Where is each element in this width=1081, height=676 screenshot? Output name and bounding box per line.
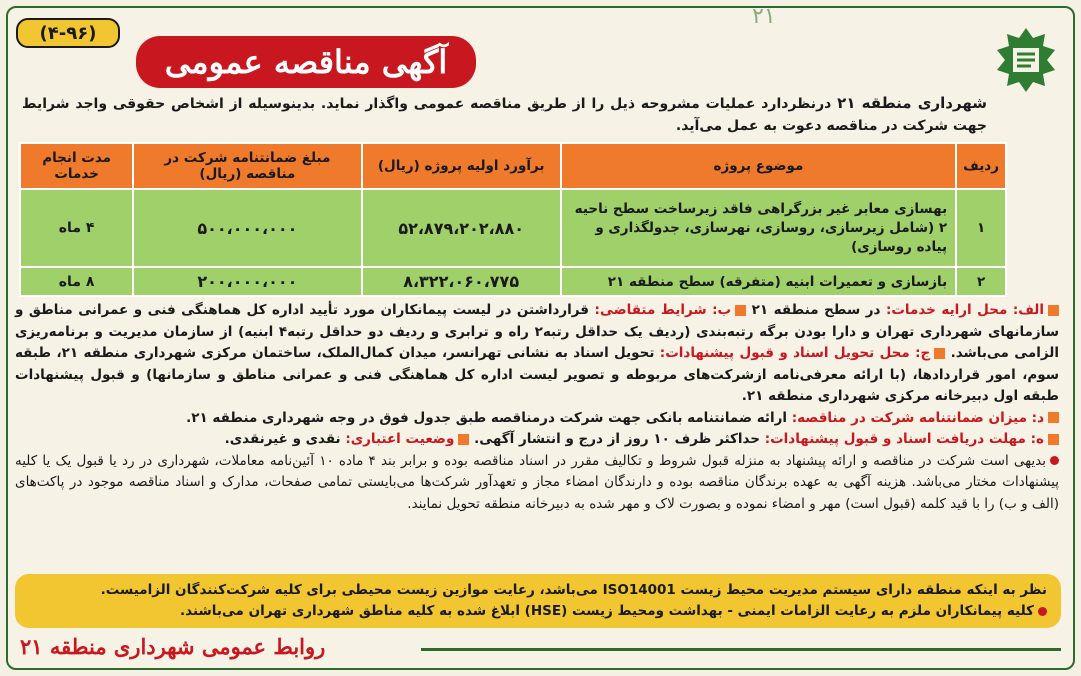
title-banner bbox=[136, 36, 476, 88]
municipality-logo-icon bbox=[993, 24, 1059, 96]
notice-line-2: کلیه پیمانکاران ملزم به رعایت الزامات ایمنی - بهداشت ومحیط زیست (HSE) ابلاغ شده به کلیه مناطق شهرداری تهران می‌باشند. bbox=[180, 603, 1034, 619]
cell-guarantee: ۲۰۰،۰۰۰،۰۰۰ bbox=[133, 267, 361, 296]
bullet-square-icon bbox=[934, 348, 945, 359]
org-name: شهرداری منطقه ۲۱ bbox=[837, 94, 987, 112]
cell-estimate: ۵۲،۸۷۹،۲۰۲،۸۸۰ bbox=[362, 189, 561, 267]
header-guarantee: مبلغ ضمانتنامه شرکت در مناقصه (ریال) bbox=[133, 143, 361, 189]
section-f-text: نقدی و غیرنقدی. bbox=[224, 431, 341, 447]
intro-text: درنظردارد عملیات مشروحه ذیل را از طریق مناقصه عمومی واگذار نماید. بدینوسیله از اشخاص حقوقی واجد شرایط جهت شرکت در مناقصه دعوت به عمل می‌آید. bbox=[22, 96, 987, 134]
table-row bbox=[20, 267, 1006, 296]
cell-guarantee: ۵۰۰،۰۰۰،۰۰۰ bbox=[133, 189, 361, 267]
section-b-text: قرارداشتن در لیست پیمانکاران مورد تأیید اداره کل هماهنگی فنی و عمرانی مناطق و سازمانهای شهرداری تهران و دارا بودن برگه رتبه‌بندی (ردیف یک حداقل رتبه۲ راه و ترابری و ردیف دو حداقل رتبه۴ ابنیه) از سازمان مدیریت و برنامه‌ریزی الزامی می‌باشد. bbox=[15, 302, 1060, 361]
section-e-label: ه: مهلت دریافت اسناد و قبول پیشنهادات: bbox=[764, 431, 1044, 447]
cell-duration: ۴ ماه bbox=[20, 189, 133, 267]
bullet-square-icon bbox=[1048, 412, 1059, 423]
bullet-square-icon bbox=[735, 305, 746, 316]
section-b-label: ب: شرایط متقاضی: bbox=[594, 302, 732, 318]
table-row bbox=[20, 189, 1006, 267]
cell-row-no: ۱ bbox=[956, 189, 1006, 267]
section-c-label: ج: محل تحویل اسناد و قبول پیشنهادات: bbox=[659, 345, 931, 361]
environment-notice bbox=[15, 574, 1061, 628]
bullet-square-icon bbox=[1048, 434, 1059, 445]
page-title: آگهی مناقصه عمومی bbox=[164, 43, 448, 81]
ad-code-badge: (۴-۹۶) bbox=[16, 18, 120, 48]
cell-estimate: ۸،۳۲۲،۰۶۰،۷۷۵ bbox=[362, 267, 561, 296]
bullet-square-icon bbox=[458, 434, 469, 445]
cell-row-no: ۲ bbox=[956, 267, 1006, 296]
advertisement-frame bbox=[6, 6, 1075, 670]
section-e-text: حداکثر ظرف ۱۰ روز از درج و انتشار آگهی. bbox=[474, 431, 761, 447]
header-subject: موضوع پروژه bbox=[561, 143, 956, 189]
tender-conditions bbox=[15, 300, 1059, 515]
section-a-text: در سطح منطقه ۲۱ bbox=[751, 302, 881, 318]
footer-public-relations: روابط عمومی شهرداری منطقه ۲۱ bbox=[20, 634, 326, 659]
section-d-text: ارائه ضمانتنامه بانکی جهت شرکت درمناقصه طبق جدول فوق در وجه شهرداری منطقه ۲۱. bbox=[186, 409, 787, 426]
section-c-text: تحویل اسناد به نشانی تهرانسر، میدان کمال‌الملک، ساختمان مرکزی شهرداری منطقه ۲۱، طبقه سوم، امور قراردادها، (با ارائه معرفی‌نامه ازشرکت‌های مربوطه و تصویر لیست اداره کل هماهنگی فنی و عمرانی مناطق و سازمانها) و قبول پیشنهادات طبقه اول دبیرخانه مرکزی شهرداری منطقه ۲۱. bbox=[15, 345, 1059, 404]
cell-duration: ۸ ماه bbox=[20, 267, 133, 296]
cell-subject: بهسازی معابر غیر بزرگراهی فاقد زیرساخت سطح ناحیه ۲ (شامل زیرسازی، روسازی، نهرسازی، جدولگذاری و پیاده روسازی) bbox=[561, 189, 956, 267]
header-row-no: ردیف bbox=[956, 143, 1006, 189]
general-notes: بدیهی است شرکت در مناقصه و ارائه پیشنهاد به منزله قبول شروط و تکالیف مقرر در اسناد مناقصه بوده و برابر بند ۴ ماده ۱۰ آئین‌نامه معاملات، شهرداری در رد یا قبول یک یا کلیه پیشنهادات مختار می‌باشد. هزینه آگهی به عهده برندگان مناقصه بوده و دارندگان امضاء مجاز و تعهدآور شرکت‌ها می‌بایستی تمامی صفحات، مدارک و اسناد مناقصه موجود در پاکت‌های (الف و ب) را با قید کلمه (قبول است) مهر و امضاء نموده و بصورت لاک و مهر شده به دبیرخانه منطقه تحویل نمایند. bbox=[15, 452, 1059, 512]
bullet-square-icon bbox=[1048, 305, 1059, 316]
section-a-label: الف: محل ارایه خدمات: bbox=[885, 302, 1044, 318]
header-estimate: برآورد اولیه پروژه (ریال) bbox=[362, 143, 561, 189]
bullet-dot-icon bbox=[1050, 456, 1059, 465]
intro-paragraph bbox=[22, 92, 987, 137]
cell-subject: بازسازی و تعمیرات ابنیه (متفرقه) سطح منطقه ۲۱ bbox=[561, 267, 956, 296]
bullet-dot-icon bbox=[1038, 607, 1047, 616]
section-d-label: د: میزان ضمانتنامه شرکت در مناقصه: bbox=[791, 409, 1044, 426]
notice-line-1: نظر به اینکه منطقه دارای سیستم مدیریت محیط زیست ISO14001 می‌باشد، رعایت موازین زیست محیطی برای کلیه شرکت‌کنندگان الزامیست. bbox=[100, 582, 1047, 598]
tender-table bbox=[19, 142, 1007, 297]
handwritten-mark: ۲۱ bbox=[752, 6, 776, 29]
footer-divider bbox=[421, 648, 1061, 651]
table-header-row bbox=[20, 143, 1006, 189]
header-duration: مدت انجام خدمات bbox=[20, 143, 133, 189]
section-f-label: وضعیت اعتباری: bbox=[345, 431, 455, 447]
